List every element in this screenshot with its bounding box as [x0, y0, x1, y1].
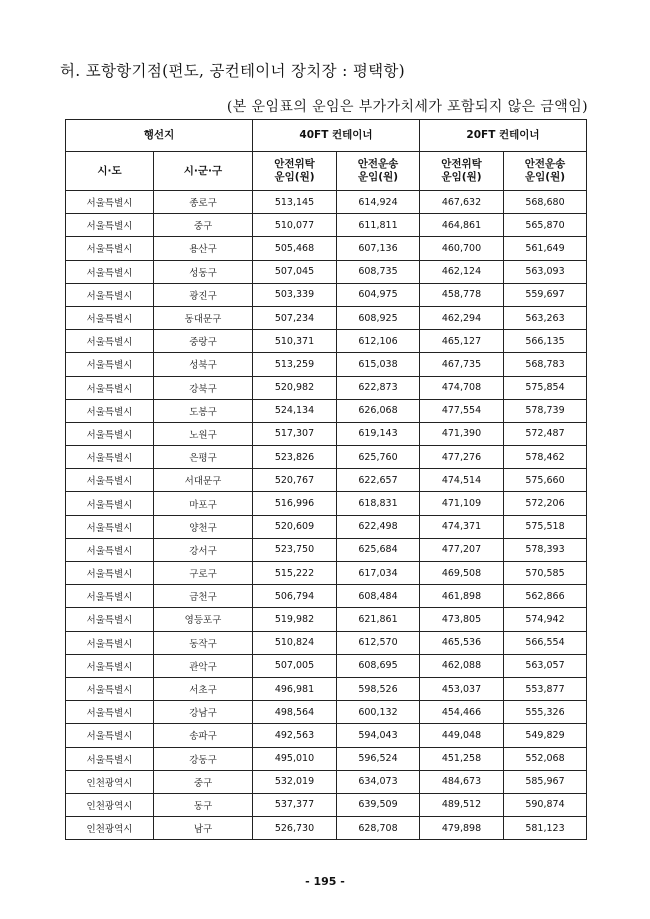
province-cell: 서울특별시 — [66, 677, 154, 700]
20ft-consign-rate-cell: 453,037 — [420, 677, 504, 700]
district-cell: 강동구 — [154, 747, 253, 770]
20ft-consign-rate-cell: 467,735 — [420, 353, 504, 376]
20ft-transport-rate-header: 안전운송 운임(원) — [504, 152, 587, 191]
destination-header: 행선지 — [66, 120, 253, 152]
40ft-transport-rate-cell: 612,106 — [337, 330, 420, 353]
40ft-consign-rate-cell: 523,750 — [253, 538, 337, 561]
40ft-consign-rate-cell: 492,563 — [253, 724, 337, 747]
province-cell: 서울특별시 — [66, 608, 154, 631]
district-cell: 성동구 — [154, 260, 253, 283]
40ft-transport-rate-cell: 622,498 — [337, 515, 420, 538]
20ft-transport-rate-cell: 585,967 — [504, 770, 587, 793]
table-row — [66, 469, 587, 492]
table-row — [66, 677, 587, 700]
40ft-consign-rate-cell: 516,996 — [253, 492, 337, 515]
40ft-transport-rate-cell: 607,136 — [337, 237, 420, 260]
40ft-transport-rate-cell: 600,132 — [337, 701, 420, 724]
province-cell: 서울특별시 — [66, 260, 154, 283]
province-cell: 서울특별시 — [66, 562, 154, 585]
40ft-consign-rate-cell: 507,045 — [253, 260, 337, 283]
40ft-consign-rate-cell: 507,005 — [253, 654, 337, 677]
province-cell: 서울특별시 — [66, 376, 154, 399]
40ft-transport-rate-cell: 608,925 — [337, 306, 420, 329]
province-cell: 서울특별시 — [66, 399, 154, 422]
20ft-consign-rate-cell: 461,898 — [420, 585, 504, 608]
20ft-consign-rate-cell: 460,700 — [420, 237, 504, 260]
table-row — [66, 701, 587, 724]
20ft-transport-rate-cell: 568,783 — [504, 353, 587, 376]
20ft-transport-rate-cell: 581,123 — [504, 817, 587, 840]
table-row — [66, 446, 587, 469]
40ft-transport-rate-cell: 596,524 — [337, 747, 420, 770]
20ft-consign-rate-cell: 462,124 — [420, 260, 504, 283]
province-cell: 서울특별시 — [66, 191, 154, 214]
20ft-transport-rate-cell: 561,649 — [504, 237, 587, 260]
table-row — [66, 585, 587, 608]
20ft-transport-rate-cell: 575,518 — [504, 515, 587, 538]
40ft-transport-rate-cell: 625,760 — [337, 446, 420, 469]
40ft-consign-rate-cell: 515,222 — [253, 562, 337, 585]
40ft-consign-rate-cell: 503,339 — [253, 283, 337, 306]
40ft-consign-rate-cell: 537,377 — [253, 793, 337, 816]
20ft-consign-rate-cell: 489,512 — [420, 793, 504, 816]
province-cell: 서울특별시 — [66, 422, 154, 445]
province-cell: 서울특별시 — [66, 330, 154, 353]
district-cell: 남구 — [154, 817, 253, 840]
district-cell: 강남구 — [154, 701, 253, 724]
40ft-transport-rate-cell: 634,073 — [337, 770, 420, 793]
20ft-consign-rate-cell: 484,673 — [420, 770, 504, 793]
province-cell: 서울특별시 — [66, 538, 154, 561]
container-20ft-header: 20FT 컨테이너 — [420, 120, 587, 152]
40ft-transport-rate-cell: 615,038 — [337, 353, 420, 376]
district-cell: 동대문구 — [154, 306, 253, 329]
20ft-consign-rate-cell: 464,861 — [420, 214, 504, 237]
district-cell: 중구 — [154, 214, 253, 237]
20ft-consign-rate-cell: 479,898 — [420, 817, 504, 840]
40ft-transport-rate-header: 안전운송 운임(원) — [337, 152, 420, 191]
40ft-consign-rate-cell: 526,730 — [253, 817, 337, 840]
province-cell: 서울특별시 — [66, 306, 154, 329]
table-row — [66, 793, 587, 816]
district-cell: 서초구 — [154, 677, 253, 700]
table-row — [66, 191, 587, 214]
40ft-transport-rate-cell: 612,570 — [337, 631, 420, 654]
40ft-consign-rate-cell: 510,077 — [253, 214, 337, 237]
20ft-consign-rate-cell: 462,088 — [420, 654, 504, 677]
20ft-consign-rate-cell: 477,276 — [420, 446, 504, 469]
district-cell: 서대문구 — [154, 469, 253, 492]
40ft-consign-rate-cell: 498,564 — [253, 701, 337, 724]
40ft-transport-rate-cell: 614,924 — [337, 191, 420, 214]
district-cell: 중랑구 — [154, 330, 253, 353]
district-cell: 용산구 — [154, 237, 253, 260]
table-row — [66, 353, 587, 376]
province-cell: 서울특별시 — [66, 446, 154, 469]
district-cell: 양천구 — [154, 515, 253, 538]
40ft-consign-rate-cell: 524,134 — [253, 399, 337, 422]
table-row — [66, 608, 587, 631]
20ft-consign-rate-cell: 474,514 — [420, 469, 504, 492]
table-row — [66, 306, 587, 329]
table-row — [66, 654, 587, 677]
20ft-consign-rate-cell: 465,127 — [420, 330, 504, 353]
40ft-consign-rate-cell: 507,234 — [253, 306, 337, 329]
20ft-transport-rate-cell: 549,829 — [504, 724, 587, 747]
district-cell: 중구 — [154, 770, 253, 793]
district-cell: 마포구 — [154, 492, 253, 515]
40ft-consign-rate-cell: 506,794 — [253, 585, 337, 608]
20ft-consign-rate-cell: 458,778 — [420, 283, 504, 306]
table-row — [66, 260, 587, 283]
40ft-consign-rate-cell: 520,609 — [253, 515, 337, 538]
20ft-transport-rate-cell: 578,393 — [504, 538, 587, 561]
40ft-transport-rate-cell: 621,861 — [337, 608, 420, 631]
20ft-transport-rate-cell: 563,057 — [504, 654, 587, 677]
district-cell: 강서구 — [154, 538, 253, 561]
province-cell: 서울특별시 — [66, 701, 154, 724]
table-row — [66, 747, 587, 770]
district-cell: 강북구 — [154, 376, 253, 399]
40ft-transport-rate-cell: 611,811 — [337, 214, 420, 237]
40ft-consign-rate-cell: 517,307 — [253, 422, 337, 445]
20ft-consign-rate-cell: 477,207 — [420, 538, 504, 561]
province-header: 시·도 — [66, 152, 154, 191]
table-row — [66, 422, 587, 445]
20ft-transport-rate-cell: 568,680 — [504, 191, 587, 214]
province-cell: 서울특별시 — [66, 654, 154, 677]
20ft-transport-rate-cell: 555,326 — [504, 701, 587, 724]
20ft-consign-rate-cell: 467,632 — [420, 191, 504, 214]
20ft-transport-rate-cell: 575,660 — [504, 469, 587, 492]
province-cell: 서울특별시 — [66, 283, 154, 306]
table-row — [66, 817, 587, 840]
province-cell: 서울특별시 — [66, 724, 154, 747]
province-cell: 서울특별시 — [66, 469, 154, 492]
40ft-transport-rate-cell: 608,695 — [337, 654, 420, 677]
province-cell: 인천광역시 — [66, 770, 154, 793]
table-row — [66, 214, 587, 237]
40ft-transport-rate-cell: 619,143 — [337, 422, 420, 445]
20ft-consign-rate-cell: 473,805 — [420, 608, 504, 631]
20ft-consign-rate-cell: 465,536 — [420, 631, 504, 654]
table-row — [66, 631, 587, 654]
province-cell: 서울특별시 — [66, 237, 154, 260]
40ft-consign-rate-cell: 513,145 — [253, 191, 337, 214]
section-heading: 허. 포항항기점(편도, 공컨테이너 장치장 : 평택항) — [60, 62, 405, 80]
40ft-transport-rate-cell: 617,034 — [337, 562, 420, 585]
20ft-transport-rate-cell: 574,942 — [504, 608, 587, 631]
20ft-transport-rate-cell: 578,739 — [504, 399, 587, 422]
vat-note: (본 운임표의 운임은 부가가치세가 포함되지 않은 금액임) — [226, 99, 588, 115]
20ft-transport-rate-cell: 562,866 — [504, 585, 587, 608]
province-cell: 서울특별시 — [66, 747, 154, 770]
20ft-transport-rate-cell: 553,877 — [504, 677, 587, 700]
province-cell: 서울특별시 — [66, 353, 154, 376]
district-cell: 은평구 — [154, 446, 253, 469]
district-cell: 송파구 — [154, 724, 253, 747]
40ft-transport-rate-cell: 598,526 — [337, 677, 420, 700]
20ft-consign-rate-cell: 471,390 — [420, 422, 504, 445]
20ft-consign-rate-cell: 462,294 — [420, 306, 504, 329]
table-row — [66, 283, 587, 306]
40ft-consign-rate-cell: 505,468 — [253, 237, 337, 260]
20ft-consign-rate-header: 안전위탁 운임(원) — [420, 152, 504, 191]
province-cell: 서울특별시 — [66, 585, 154, 608]
40ft-consign-rate-cell: 520,982 — [253, 376, 337, 399]
district-cell: 도봉구 — [154, 399, 253, 422]
40ft-transport-rate-cell: 625,684 — [337, 538, 420, 561]
20ft-consign-rate-cell: 454,466 — [420, 701, 504, 724]
40ft-consign-rate-cell: 519,982 — [253, 608, 337, 631]
40ft-consign-rate-cell: 513,259 — [253, 353, 337, 376]
20ft-consign-rate-cell: 477,554 — [420, 399, 504, 422]
40ft-consign-rate-cell: 510,824 — [253, 631, 337, 654]
20ft-transport-rate-cell: 566,135 — [504, 330, 587, 353]
40ft-consign-rate-cell: 510,371 — [253, 330, 337, 353]
district-cell: 종로구 — [154, 191, 253, 214]
20ft-transport-rate-cell: 563,093 — [504, 260, 587, 283]
40ft-transport-rate-cell: 604,975 — [337, 283, 420, 306]
20ft-transport-rate-cell: 575,854 — [504, 376, 587, 399]
table-row — [66, 399, 587, 422]
40ft-transport-rate-cell: 608,735 — [337, 260, 420, 283]
20ft-transport-rate-cell: 578,462 — [504, 446, 587, 469]
20ft-transport-rate-cell: 590,874 — [504, 793, 587, 816]
40ft-consign-rate-header: 안전위탁 운임(원) — [253, 152, 337, 191]
district-cell: 광진구 — [154, 283, 253, 306]
table-row — [66, 492, 587, 515]
district-cell: 금천구 — [154, 585, 253, 608]
rate-table-body — [66, 191, 587, 840]
column-header-row — [66, 152, 587, 191]
20ft-transport-rate-cell: 552,068 — [504, 747, 587, 770]
province-cell: 인천광역시 — [66, 793, 154, 816]
table-row — [66, 237, 587, 260]
province-cell: 서울특별시 — [66, 631, 154, 654]
20ft-transport-rate-cell: 572,487 — [504, 422, 587, 445]
table-row — [66, 538, 587, 561]
40ft-consign-rate-cell: 532,019 — [253, 770, 337, 793]
40ft-consign-rate-cell: 496,981 — [253, 677, 337, 700]
container-40ft-header: 40FT 컨테이너 — [253, 120, 420, 152]
table-row — [66, 376, 587, 399]
district-cell: 구로구 — [154, 562, 253, 585]
40ft-transport-rate-cell: 618,831 — [337, 492, 420, 515]
20ft-transport-rate-cell: 563,263 — [504, 306, 587, 329]
district-cell: 영등포구 — [154, 608, 253, 631]
district-cell: 동구 — [154, 793, 253, 816]
province-cell: 서울특별시 — [66, 214, 154, 237]
40ft-transport-rate-cell: 622,657 — [337, 469, 420, 492]
40ft-transport-rate-cell: 622,873 — [337, 376, 420, 399]
table-row — [66, 562, 587, 585]
20ft-consign-rate-cell: 451,258 — [420, 747, 504, 770]
district-header: 시·군·구 — [154, 152, 253, 191]
20ft-transport-rate-cell: 572,206 — [504, 492, 587, 515]
province-cell: 서울특별시 — [66, 492, 154, 515]
district-cell: 동작구 — [154, 631, 253, 654]
20ft-transport-rate-cell: 570,585 — [504, 562, 587, 585]
20ft-consign-rate-cell: 474,371 — [420, 515, 504, 538]
district-cell: 노원구 — [154, 422, 253, 445]
rate-table — [65, 119, 587, 840]
province-cell: 서울특별시 — [66, 515, 154, 538]
20ft-consign-rate-cell: 469,508 — [420, 562, 504, 585]
40ft-consign-rate-cell: 523,826 — [253, 446, 337, 469]
40ft-transport-rate-cell: 594,043 — [337, 724, 420, 747]
40ft-consign-rate-cell: 520,767 — [253, 469, 337, 492]
40ft-transport-rate-cell: 608,484 — [337, 585, 420, 608]
province-cell: 인천광역시 — [66, 817, 154, 840]
district-cell: 성북구 — [154, 353, 253, 376]
20ft-consign-rate-cell: 449,048 — [420, 724, 504, 747]
20ft-transport-rate-cell: 559,697 — [504, 283, 587, 306]
page-number: - 195 - — [305, 875, 345, 888]
table-row — [66, 724, 587, 747]
20ft-consign-rate-cell: 474,708 — [420, 376, 504, 399]
table-row — [66, 770, 587, 793]
table-row — [66, 330, 587, 353]
40ft-consign-rate-cell: 495,010 — [253, 747, 337, 770]
group-header-row — [66, 120, 587, 152]
20ft-consign-rate-cell: 471,109 — [420, 492, 504, 515]
district-cell: 관악구 — [154, 654, 253, 677]
table-row — [66, 515, 587, 538]
40ft-transport-rate-cell: 626,068 — [337, 399, 420, 422]
40ft-transport-rate-cell: 628,708 — [337, 817, 420, 840]
20ft-transport-rate-cell: 565,870 — [504, 214, 587, 237]
20ft-transport-rate-cell: 566,554 — [504, 631, 587, 654]
40ft-transport-rate-cell: 639,509 — [337, 793, 420, 816]
